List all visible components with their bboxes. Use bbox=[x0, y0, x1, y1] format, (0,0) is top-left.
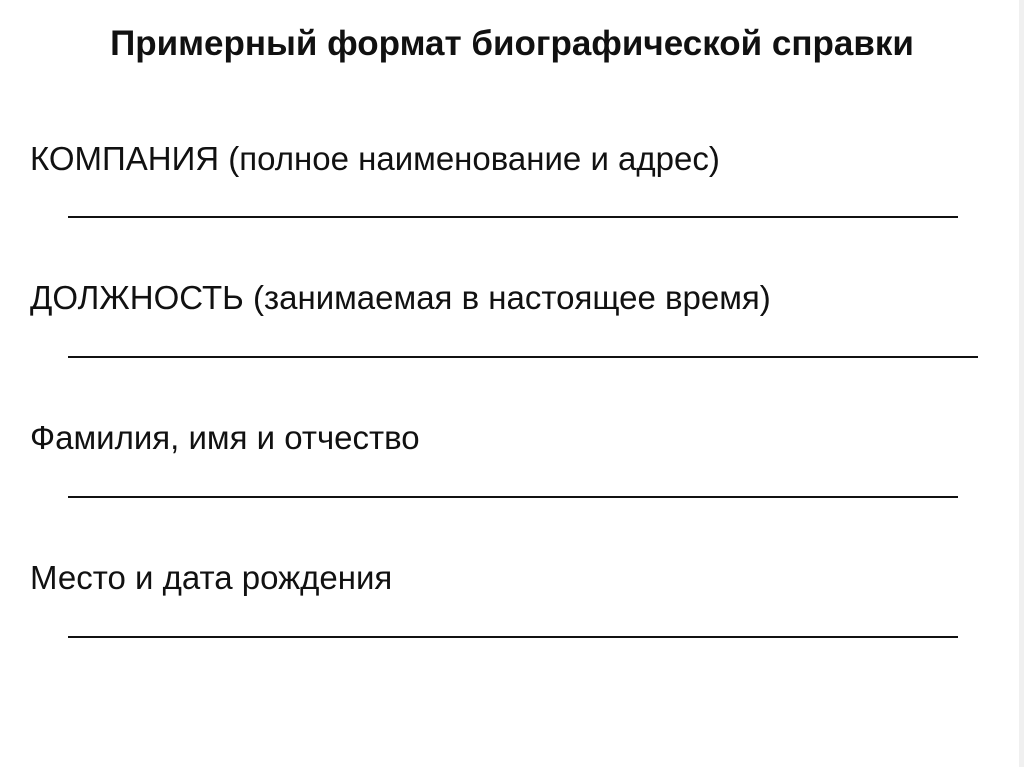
fill-in-line-position bbox=[68, 356, 978, 358]
field-label-full-name: Фамилия, имя и отчество bbox=[30, 419, 420, 456]
fill-in-line-company bbox=[68, 216, 958, 218]
page-title: Примерный формат биографической справки bbox=[110, 24, 914, 63]
fill-in-line-birth bbox=[68, 636, 958, 638]
field-label-company: КОМПАНИЯ (полное наименование и адрес) bbox=[30, 140, 720, 177]
field-label-birth: Место и дата рождения bbox=[30, 559, 393, 596]
slide-edge bbox=[1019, 0, 1024, 767]
fill-in-line-full-name bbox=[68, 496, 958, 498]
field-label-position: ДОЛЖНОСТЬ (занимаемая в настоящее время) bbox=[30, 279, 771, 316]
